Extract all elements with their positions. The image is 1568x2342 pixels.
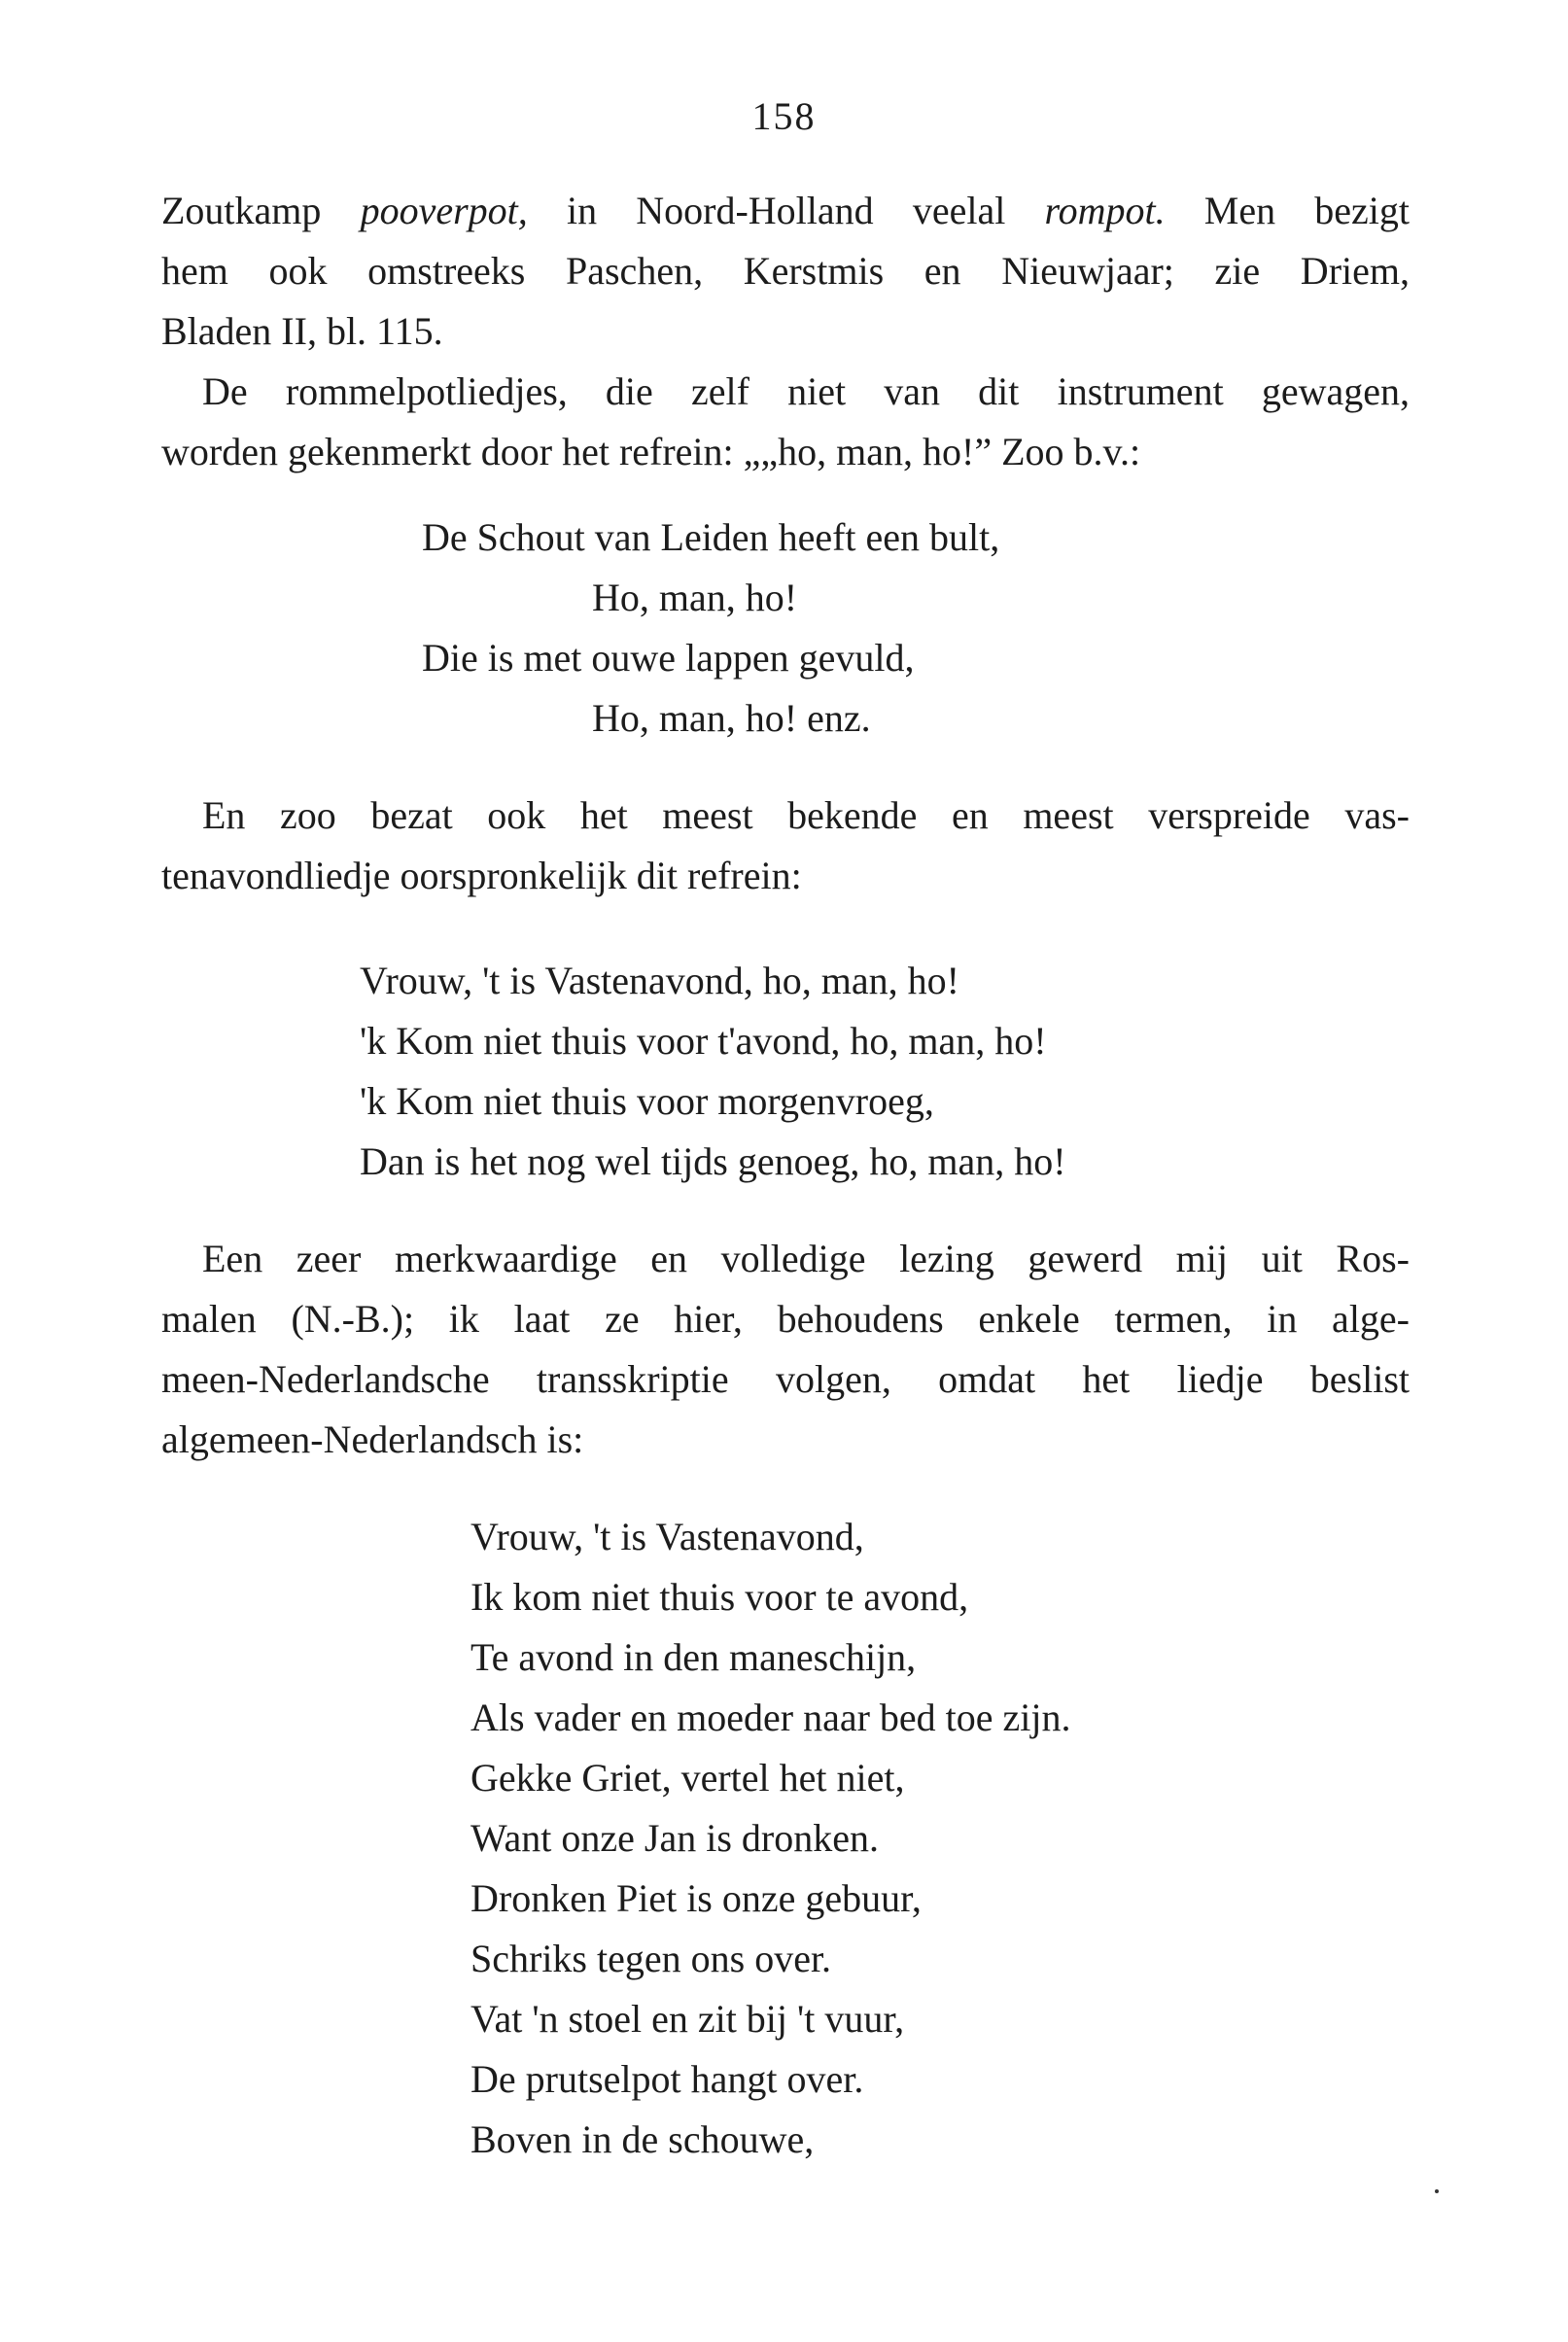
verse-3-line-2: Ik kom niet thuis voor te avond,: [470, 1575, 969, 1619]
paragraph-3: [161, 786, 1410, 906]
paragraph-3-line-2: tenavondliedje oorspronkelijk dit refrein:: [161, 854, 802, 897]
paragraph-1: [161, 181, 1410, 362]
paragraph-4: [161, 1229, 1410, 1470]
verse-3-line-7: Dronken Piet is onze gebuur,: [470, 1876, 922, 1920]
verse-1-line-1: De Schout van Leiden heeft een bult,: [422, 515, 1000, 559]
paragraph-4-line-1: Een zeer merkwaardige en volledige lezing gewerd mij uit Ros-: [202, 1237, 1410, 1280]
verse-3-line-1: Vrouw, 't is Vastenavond,: [470, 1515, 864, 1558]
verse-2-line-2: 'k Kom niet thuis voor t'avond, ho, man, ho!: [360, 1019, 1047, 1063]
paragraph-2-line-1: De rommelpotliedjes, die zelf niet van dit instrument gewagen,: [202, 369, 1410, 413]
paragraph-4-line-4: algemeen-Nederlandsch is:: [161, 1417, 584, 1461]
paragraph-1-line-2: hem ook omstreeks Paschen, Kerstmis en Nieuwjaar; zie Driem,: [161, 249, 1410, 293]
paragraph-4-line-2: malen (N.-B.); ik laat ze hier, behoudens enkele termen, in alge-: [161, 1297, 1410, 1341]
verse-3-line-10: De prutselpot hangt over.: [470, 2057, 864, 2101]
italic-term-rompot: rompot.: [1044, 189, 1166, 232]
paragraph-2: [161, 362, 1410, 482]
verse-3-line-9: Vat 'n stoel en zit bij 't vuur,: [470, 1997, 905, 2041]
text-run: Zoutkamp: [161, 189, 361, 232]
verse-3-line-6: Want onze Jan is dronken.: [470, 1816, 879, 1860]
paragraph-4-line-3: meen-Nederlandsche transskriptie volgen, omdat het liedje beslist: [161, 1357, 1410, 1401]
paragraph-3-line-1: En zoo bezat ook het meest bekende en meest verspreide vas-: [202, 793, 1410, 837]
verse-1-line-4: Ho, man, ho! enz.: [592, 696, 871, 740]
verse-2-line-4: Dan is het nog wel tijds genoeg, ho, man, ho!: [360, 1139, 1066, 1183]
verse-1: [422, 507, 999, 749]
page-number: 158: [751, 94, 817, 138]
text-run: Men bezigt: [1165, 189, 1410, 232]
verse-1-line-3: Die is met ouwe lappen gevuld,: [422, 636, 915, 680]
text-run: in Noord-Holland veelal: [527, 189, 1045, 232]
verse-2-line-3: 'k Kom niet thuis voor morgenvroeg,: [360, 1079, 934, 1123]
verse-2: [360, 951, 1066, 1192]
print-speck: [1435, 2189, 1439, 2193]
italic-term-pooverpot: pooverpot,: [360, 189, 528, 232]
verse-3-line-3: Te avond in den maneschijn,: [470, 1635, 917, 1679]
paragraph-1-line-1: [161, 181, 1410, 241]
paragraph-2-line-2: worden gekenmerkt door het refrein: „„ho, man, ho!” Zoo b.v.:: [161, 430, 1141, 473]
verse-2-line-1: Vrouw, 't is Vastenavond, ho, man, ho!: [360, 959, 959, 1002]
paragraph-1-line-3: Bladen II, bl. 115.: [161, 309, 443, 353]
verse-3-line-8: Schriks tegen ons over.: [470, 1937, 832, 1980]
verse-3-line-4: Als vader en moeder naar bed toe zijn.: [470, 1695, 1071, 1739]
verse-3: [470, 1507, 1071, 2170]
verse-3-line-5: Gekke Griet, vertel het niet,: [470, 1756, 905, 1800]
verse-1-line-2: Ho, man, ho!: [592, 576, 798, 619]
verse-3-line-11: Boven in de schouwe,: [470, 2117, 815, 2161]
